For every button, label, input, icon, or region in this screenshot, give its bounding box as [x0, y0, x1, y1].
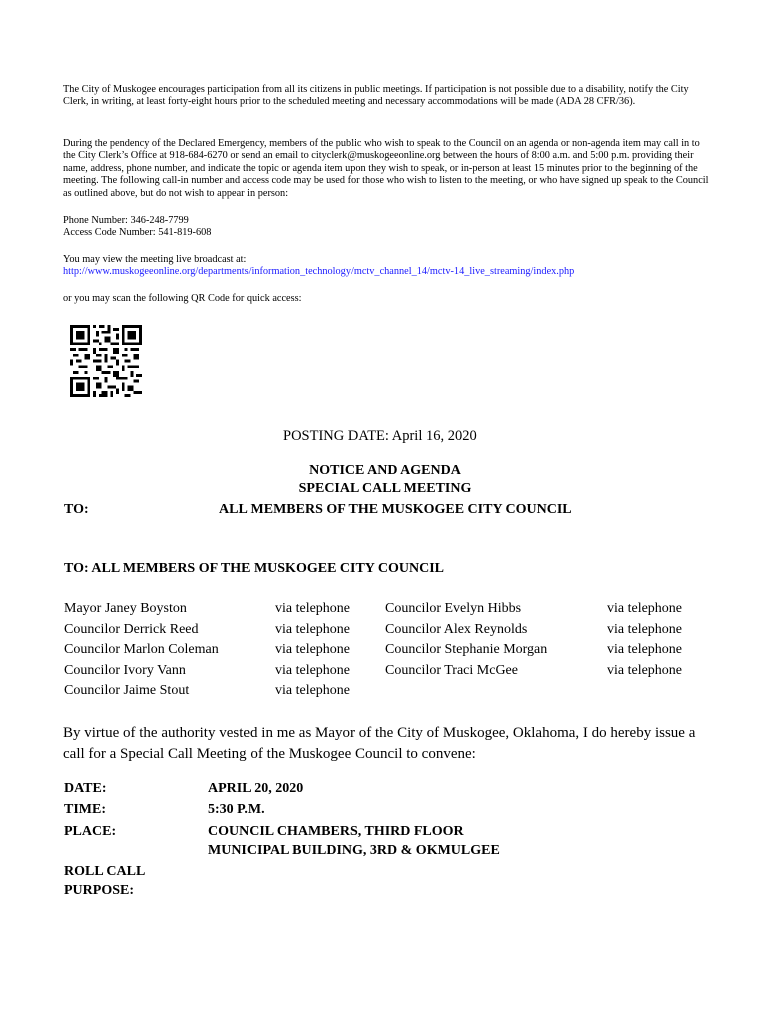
- members-right-names: [385, 599, 547, 681]
- to-heading: TO: ALL MEMBERS OF THE MUSKOGEE CITY COUNCIL: [64, 561, 445, 576]
- to-label: TO:: [64, 502, 89, 517]
- purpose-label: PURPOSE:: [64, 883, 134, 898]
- roll-call-label: ROLL CALL: [64, 864, 146, 879]
- member-name: Councilor Ivory Vann: [64, 662, 186, 678]
- member-name: Councilor Derrick Reed: [64, 621, 199, 637]
- member-name: Councilor Evelyn Hibbs: [385, 601, 522, 616]
- members-left-names: [64, 599, 219, 702]
- members-left-attendance: [275, 599, 350, 702]
- member-attendance: via telephone: [607, 662, 683, 678]
- posting-date: POSTING DATE: April 16, 2020: [283, 428, 477, 444]
- public-comment-notice: During the pendency of the Declared Emergency, members of the public who wish to speak to the Council on an agenda or non-agenda item may call in to the City Clerk’s Office at 918-684-6270 or send an email to cityclerk@muskogeeonline.org between the hours of 8:00 a.m. and 5:00 p.m. providing their name, address, phone number, and indicate the topic or agenda item upon they wish to speak, or in-person at least 15 minutes prior to the beginning of the meeting. The following call-in number and access code may be used for those who wish to listen to the meeting, or who have signed up speak to the Council as outlined above, but do not wish to appear in person:: [63, 138, 709, 199]
- place-label: PLACE:: [64, 824, 117, 839]
- member-attendance: via telephone: [275, 601, 351, 616]
- member-attendance: via telephone: [275, 662, 351, 678]
- time-label: TIME:: [64, 802, 106, 817]
- meeting-type-title: SPECIAL CALL MEETING: [298, 481, 472, 496]
- time-value: 5:30 P.M.: [208, 802, 265, 817]
- member-attendance: via telephone: [275, 621, 351, 637]
- member-name: Councilor Stephanie Morgan: [385, 642, 548, 658]
- member-attendance: via telephone: [275, 642, 351, 658]
- recipients-heading: ALL MEMBERS OF THE MUSKOGEE CITY COUNCIL: [219, 502, 572, 517]
- member-name: Councilor Alex Reynolds: [385, 621, 528, 637]
- member-attendance: via telephone: [607, 621, 683, 637]
- broadcast-text: You may view the meeting live broadcast at:: [63, 254, 247, 265]
- member-attendance: via telephone: [275, 683, 351, 699]
- qr-code-image[interactable]: [70, 325, 142, 397]
- place-value-line1: COUNCIL CHAMBERS, THIRD FLOOR: [208, 824, 464, 839]
- accessibility-notice: The City of Muskogee encourages participation from all its citizens in public meetings. If participation is not possible due to a disability, notify the City Clerk, in writing, at least forty-eight hours prior to the scheduled meeting and necessary accommodations will be made (ADA 28 CFR/36).: [63, 84, 689, 108]
- authority-statement: By virtue of the authority vested in me as Mayor of the City of Muskogee, Oklahoma, I do hereby issue a call for a Special Call Meeting of the Muskogee Council to convene:: [63, 725, 696, 762]
- member-name: Councilor Jaime Stout: [64, 683, 190, 699]
- date-label: DATE:: [64, 781, 107, 796]
- place-value-line2: MUNICIPAL BUILDING, 3RD & OKMULGEE: [208, 843, 500, 858]
- member-name: Councilor Marlon Coleman: [64, 642, 219, 658]
- date-value: APRIL 20, 2020: [208, 781, 304, 796]
- member-name: Mayor Janey Boyston: [64, 601, 187, 616]
- qr-instruction: or you may scan the following QR Code for quick access:: [63, 293, 302, 304]
- notice-title: NOTICE AND AGENDA: [309, 463, 461, 478]
- members-right-attendance: [607, 599, 682, 681]
- member-attendance: via telephone: [607, 601, 683, 616]
- access-code: Access Code Number: 541-819-608: [63, 227, 212, 238]
- member-name: Councilor Traci McGee: [385, 662, 518, 678]
- phone-number: Phone Number: 346-248-7799: [63, 215, 189, 226]
- broadcast-link[interactable]: http://www.muskogeeonline.org/departments/information_technology/mctv_channel_14/mctv-14_live_streaming/index.php: [63, 266, 575, 277]
- member-attendance: via telephone: [607, 642, 683, 658]
